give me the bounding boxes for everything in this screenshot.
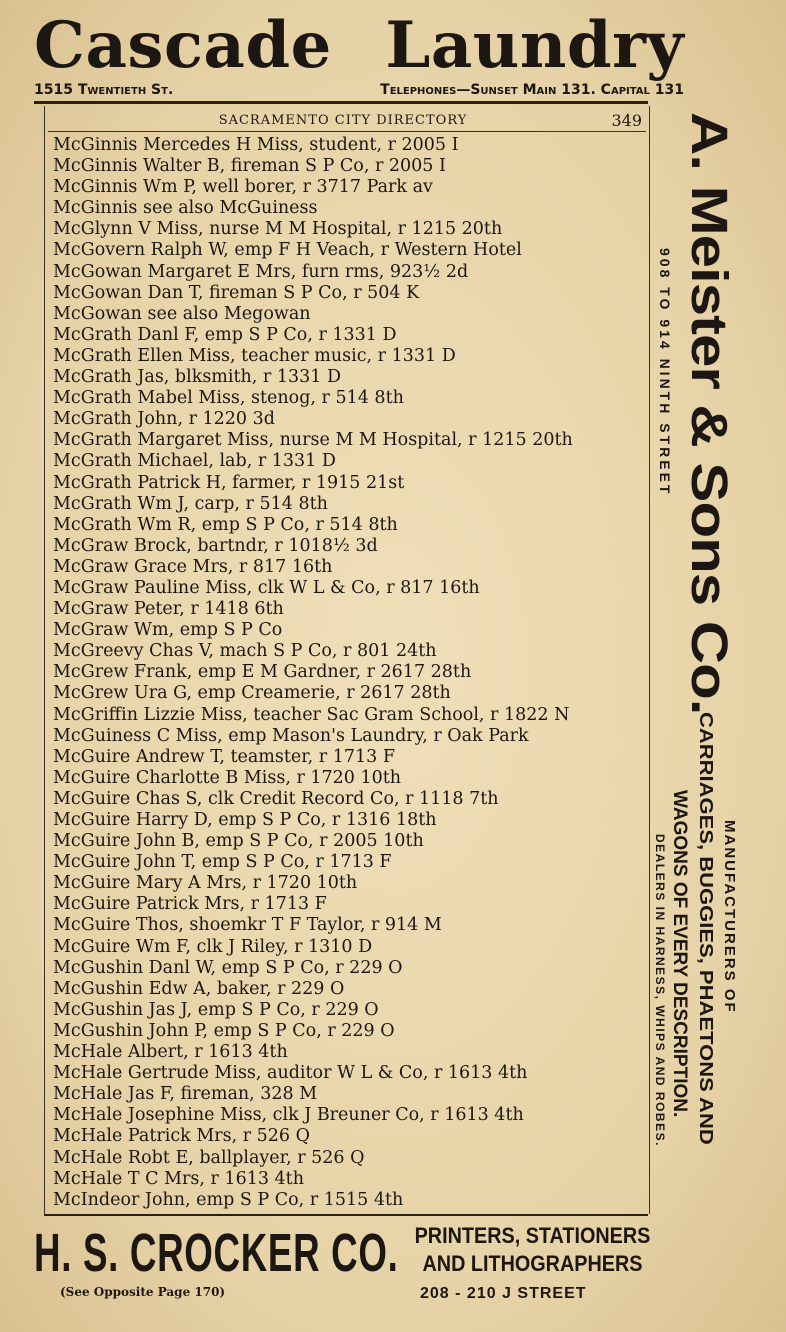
directory-entry: McGovern Ralph W, emp F H Veach, r Western Hotel [53, 240, 522, 261]
directory-entry: McGowan see also Megowan [53, 303, 311, 324]
directory-entry: McGinnis Walter B, fireman S P Co, r 2005 I [53, 156, 446, 177]
directory-entry: McGrew Frank, emp E M Gardner, r 2617 28th [53, 662, 472, 683]
crocker-note: (See Opposite Page 170) [60, 1285, 226, 1299]
directory-entry: McGraw Brock, bartndr, r 1018½ 3d [53, 535, 378, 556]
directory-entry: McGowan Margaret E Mrs, furn rms, 923½ 2d [53, 261, 469, 282]
cascade-laundry-subline [34, 80, 684, 100]
meister-address: 908 TO 914 NINTH STREET [657, 248, 673, 497]
directory-entry: McGuire Thos, shoemkr T F Taylor, r 914 M [53, 915, 442, 936]
directory-entry: McGuire Patrick Mrs, r 1713 F [53, 894, 327, 915]
directory-entry: McGrew Ura G, emp Creamerie, r 2617 28th [53, 683, 451, 704]
directory-entry: McGraw Pauline Miss, clk W L & Co, r 817 16th [53, 577, 480, 598]
directory-entry: McGuire Chas S, clk Credit Record Co, r 1118 7th [53, 788, 499, 809]
cascade-word: Cascade [34, 8, 332, 83]
directory-entry: McGowan Dan T, fireman S P Co, r 504 K [53, 282, 420, 303]
crocker-tagline-1: PRINTERS, STATIONERS [414, 1223, 651, 1248]
directory-entry: McGrath Margaret Miss, nurse M M Hospital, r 1215 20th [53, 430, 573, 451]
directory-entry: McGrath Ellen Miss, teacher music, r 1331 D [53, 345, 456, 366]
directory-entry: McGuiness C Miss, emp Mason's Laundry, r Oak Park [53, 725, 529, 746]
directory-entry: McGushin Jas J, emp S P Co, r 229 O [53, 999, 379, 1020]
directory-entry: McHale T C Mrs, r 1613 4th [53, 1168, 304, 1189]
directory-entry: McGrath Mabel Miss, stenog, r 514 8th [53, 388, 404, 409]
directory-entry: McGraw Peter, r 1418 6th [53, 599, 284, 620]
carriages-line: CARRIAGES, BUGGIES, PHAETONS AND [695, 712, 717, 1145]
directory-entry: McGrath Jas, blksmith, r 1331 D [53, 367, 341, 388]
cascade-telephones: Telephones—Sunset Main 131. Capital 131 [380, 82, 684, 98]
header-divider [48, 131, 646, 132]
directory-entry: McGinnis Wm P, well borer, r 3717 Park av [53, 177, 433, 198]
directory-entry: McGraw Wm, emp S P Co [53, 620, 283, 641]
directory-entry: McGriffin Lizzie Miss, teacher Sac Gram School, r 1822 N [53, 704, 570, 725]
directory-entry: McGuire Mary A Mrs, r 1720 10th [53, 873, 358, 894]
directory-entry: McGinnis Mercedes H Miss, student, r 2005 I [53, 135, 459, 155]
directory-entry: McGlynn V Miss, nurse M M Hospital, r 1215 20th [53, 219, 503, 240]
manufacturers-of: MANUFACTURERS OF [721, 820, 738, 1014]
cascade-laundry-title [34, 6, 684, 86]
directory-entry: McGrath Patrick H, farmer, r 1915 21st [53, 472, 405, 493]
crocker-tagline-2: AND LITHOGRAPHERS [422, 1251, 643, 1276]
directory-entry: McGuire Charlotte B Miss, r 1720 10th [53, 767, 402, 788]
running-header [48, 110, 646, 130]
directory-entry: McGrath Danl F, emp S P Co, r 1331 D [53, 324, 397, 345]
directory-entry: McGrath Michael, lab, r 1331 D [53, 451, 336, 472]
directory-entry: McGushin Edw A, baker, r 229 O [53, 978, 345, 999]
directory-entry: McGushin Danl W, emp S P Co, r 229 O [53, 957, 403, 978]
directory-entry: McGushin John P, emp S P Co, r 229 O [53, 1020, 395, 1041]
crocker-address: 208 - 210 J STREET [420, 1285, 587, 1302]
directory-entry: McHale Albert, r 1613 4th [53, 1042, 288, 1063]
laundry-word: Laundry [385, 8, 684, 83]
directory-entry: McHale Josephine Miss, clk J Breuner Co, r 1613 4th [53, 1105, 524, 1126]
directory-title: SACRAMENTO CITY DIRECTORY [218, 112, 468, 128]
directory-entry: McGuire Wm F, clk J Riley, r 1310 D [53, 936, 373, 957]
directory-entry: McGuire Harry D, emp S P Co, r 1316 18th [53, 810, 437, 830]
directory-entry: McGuire Andrew T, teamster, r 1713 F [53, 746, 395, 767]
directory-entry: McGuire John B, emp S P Co, r 2005 10th [53, 831, 424, 852]
directory-entry: McHale Robt E, ballplayer, r 526 Q [53, 1147, 365, 1168]
cascade-address: 1515 Twentieth St. [34, 82, 174, 98]
directory-entry: McGraw Grace Mrs, r 817 16th [53, 556, 333, 577]
directory-entry: McGrath John, r 1220 3d [53, 409, 275, 430]
directory-entry: McGreevy Chas V, mach S P Co, r 801 24th [53, 641, 437, 662]
crocker-company-name: H. S. CROCKER CO. [34, 1223, 399, 1283]
dealers-line: DEALERS IN HARNESS, WHIPS AND ROBES. [653, 834, 667, 1147]
directory-entry: McGinnis see also McGuiness [53, 198, 318, 219]
top-divider [34, 101, 648, 104]
bottom-divider [44, 1214, 648, 1216]
directory-entry: McGuire John T, emp S P Co, r 1713 F [53, 852, 392, 873]
directory-entry: McHale Gertrude Miss, auditor W L & Co, r 1613 4th [53, 1063, 528, 1084]
directory-entry: McHale Jas F, fireman, 328 M [53, 1084, 318, 1105]
wagons-line: WAGONS OF EVERY DESCRIPTION. [669, 790, 690, 1118]
page-number: 349 [611, 110, 642, 130]
crocker-tagline [395, 1222, 670, 1280]
directory-listing [53, 135, 643, 1211]
directory-entry: McHale Patrick Mrs, r 526 Q [53, 1126, 310, 1147]
directory-entry: McGrath Wm R, emp S P Co, r 514 8th [53, 514, 398, 535]
meister-company-name: A. Meister & Sons Co. [680, 112, 738, 715]
directory-entry: McGrath Wm J, carp, r 514 8th [53, 493, 328, 514]
directory-entry: McIndeor John, emp S P Co, r 1515 4th [53, 1189, 404, 1210]
